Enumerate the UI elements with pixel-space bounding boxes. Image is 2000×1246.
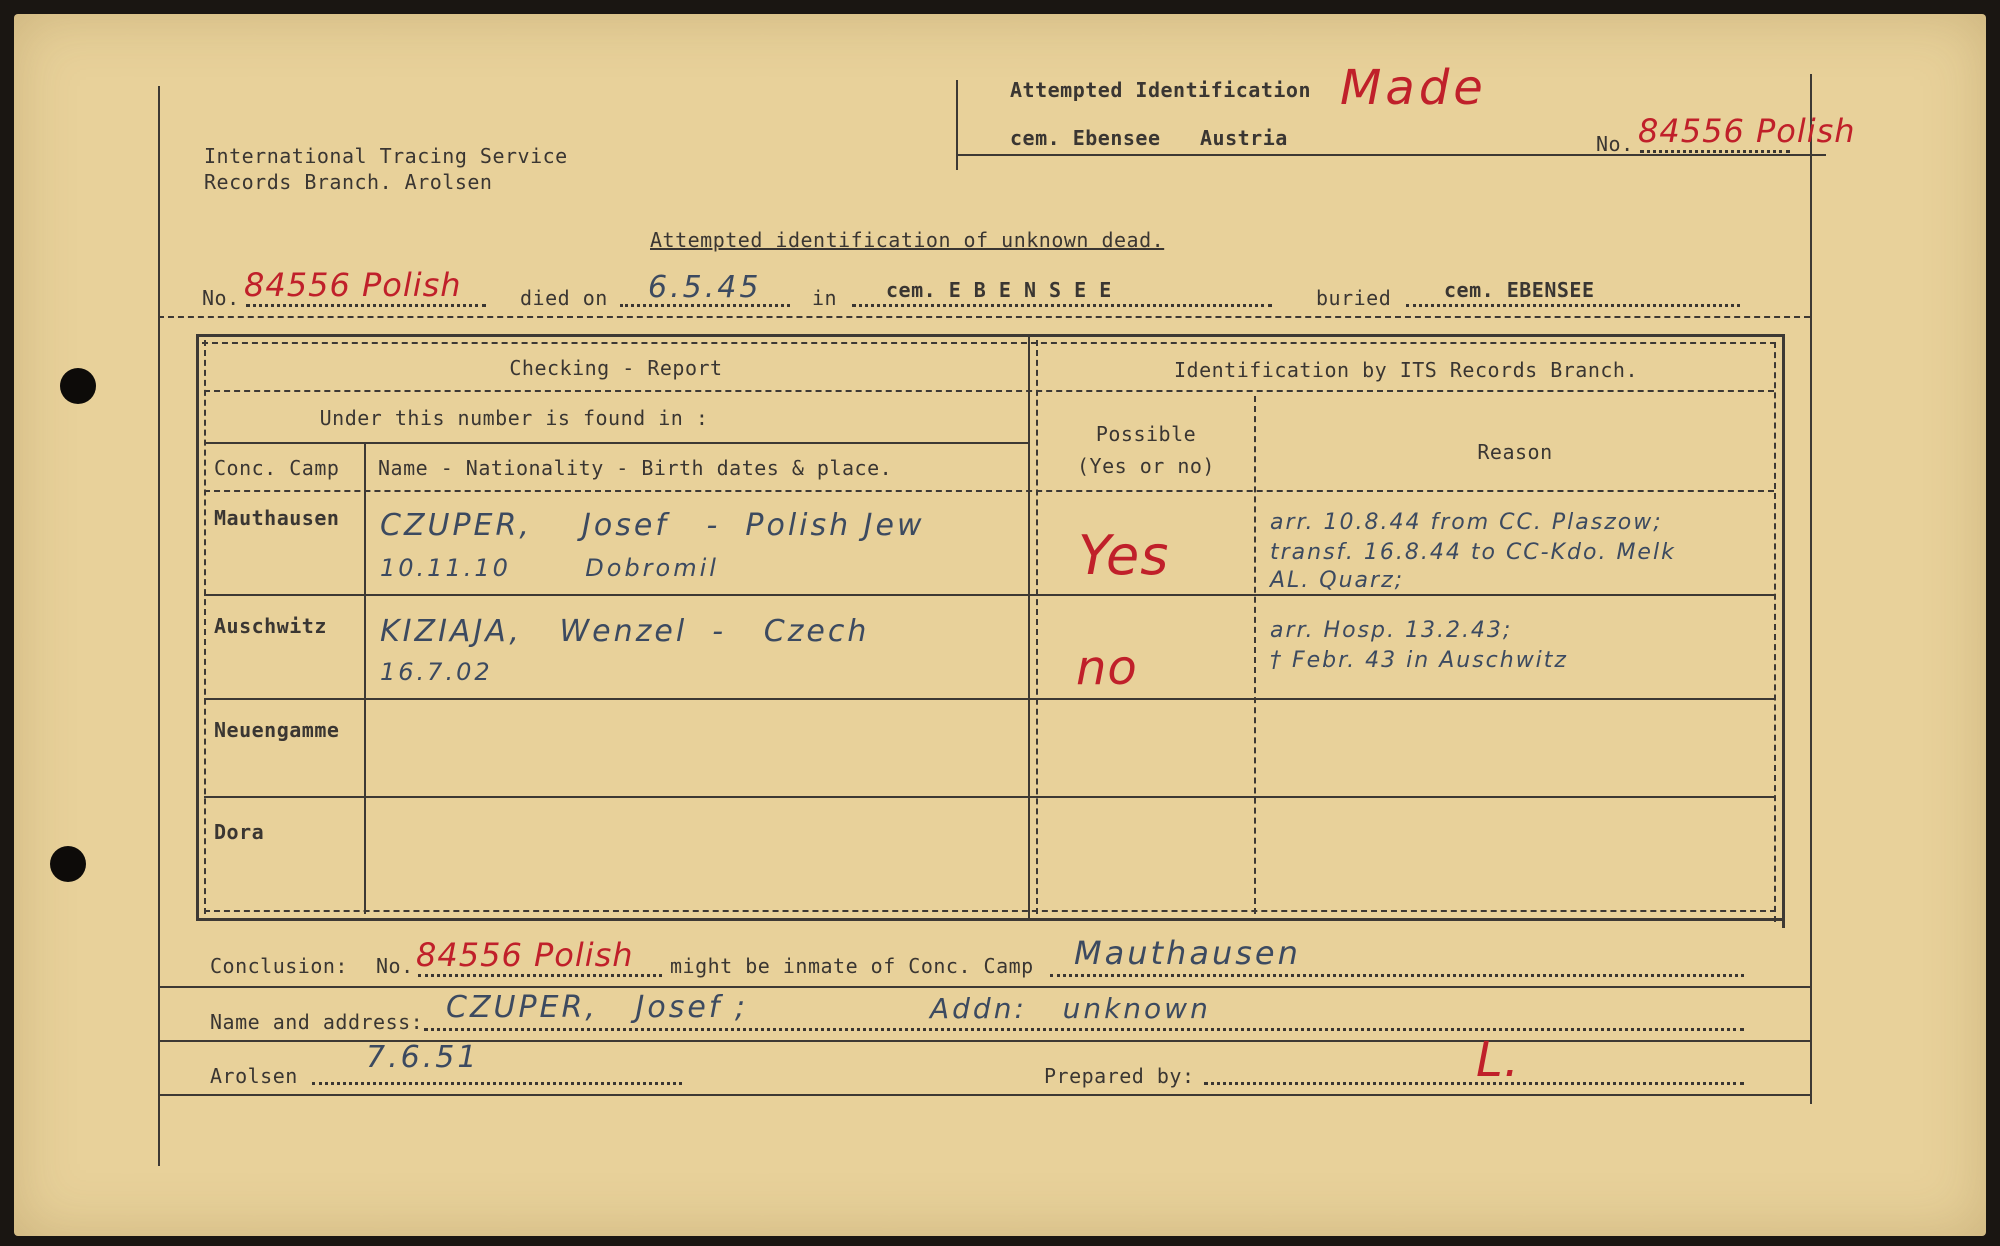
row-1-name: CZUPER, Josef - Polish Jew [380,508,925,543]
footer-divider [158,1094,1812,1096]
row-divider-3 [204,796,1774,798]
conclusion-divider-1 [158,986,1810,988]
found-in-divider [204,442,1028,444]
row-2-reason-1: arr. Hosp. 13.2.43; [1270,618,1513,643]
camp-dots [1050,974,1744,977]
record-divider [158,316,1810,318]
row-divider-1 [204,594,1774,596]
attempted-label: Attempted Identification [1010,78,1311,102]
header-no-label: No. [1596,132,1634,156]
header-box-bottom [956,154,1826,156]
record-no-label: No. [202,286,240,310]
right-margin-line [1810,74,1812,1104]
cem-label: cem. Ebensee [1010,126,1161,150]
possible-heading-1: Possible [1095,422,1197,446]
place-label: Arolsen [210,1064,298,1088]
row-2-camp: Auschwitz [214,614,327,638]
header-no-value: 84556 Polish [1638,112,1856,150]
record-no-value: 84556 Polish [244,266,462,304]
buried-dots [1406,304,1740,307]
col-divider-main [1028,336,1030,918]
date-dots [312,1082,682,1085]
form-title: Attempted identification of unknown dead. [650,228,1165,252]
row-1-reason-1: arr. 10.8.44 from CC. Plaszow; [1270,510,1663,535]
name-address-label: Name and address: [210,1010,424,1034]
row-2-possible: no [1076,640,1138,696]
table-bottom [196,918,1784,921]
column-head-divider [204,490,1774,492]
in-value: cem. E B E N S E E [886,278,1112,302]
conclusion-camp-value: Mauthausen [1074,934,1301,972]
header-row-divider [204,390,1774,392]
row-1-reason-2: transf. 16.8.44 to CC-Kdo. Melk [1270,540,1676,565]
identification-heading: Identification by ITS Records Branch. [1173,358,1639,382]
in-label: in [812,286,838,310]
country-label: Austria [1200,126,1288,150]
table-top-inner [202,342,1776,344]
in-dots [852,304,1272,307]
row-4-camp: Dora [214,820,265,844]
org-line-1: International Tracing Service [204,144,568,168]
table-right [1782,334,1785,928]
died-label: died on [520,286,608,310]
found-in-heading: Under this number is found in : [319,406,709,430]
might-be-label: might be inmate of Conc. Camp [670,954,1034,978]
conclusion-no-dots [418,974,662,977]
row-2-name: KIZIAJA, Wenzel - Czech [380,614,870,649]
addn-value: Addn: unknown [930,992,1211,1025]
conclusion-no-label: No. [376,954,414,978]
buried-label: buried [1316,286,1392,310]
reason-heading: Reason [1477,440,1553,464]
row-1-birth: 10.11.10 Dobromil [380,554,719,582]
row-1-possible: Yes [1078,524,1170,587]
name-address-value: CZUPER, Josef ; [446,990,748,1025]
punch-hole-bottom [50,846,86,882]
possible-heading-2: (Yes or no) [1077,454,1215,478]
row-3-camp: Neuengamme [214,718,340,742]
prepared-dots [1204,1082,1744,1085]
prepared-label: Prepared by: [1044,1064,1195,1088]
table-left [196,334,199,920]
died-value: 6.5.45 [648,270,762,305]
left-margin-line [158,86,160,1166]
camp-column-heading: Conc. Camp [214,456,340,480]
table-top [196,334,1784,337]
row-2-reason-2: † Febr. 43 in Auschwitz [1270,648,1568,673]
name-column-heading: Name - Nationality - Birth dates & place. [378,456,893,480]
buried-value: cem. EBENSEE [1444,278,1595,302]
header-no-dots [1640,150,1790,153]
name-address-dots [424,1028,1744,1031]
conclusion-label: Conclusion: [210,954,348,978]
row-2-birth: 16.7.02 [380,658,493,686]
row-1-camp: Mauthausen [214,506,340,530]
attempted-value: Made [1340,60,1487,116]
table-bottom-inner [204,910,1776,912]
col-divider-camp [364,444,366,914]
date-value: 7.6.51 [366,1040,480,1075]
record-card [14,14,1986,1236]
table-right-inner [1774,342,1776,922]
header-box-left [956,80,958,170]
org-line-2: Records Branch. Arolsen [204,170,493,194]
punch-hole-top [60,368,96,404]
checking-report-heading: Checking - Report [509,356,723,380]
row-1-reason-3: AL. Quarz; [1270,568,1405,593]
prepared-initial: L. [1476,1032,1520,1088]
row-divider-2 [204,698,1774,700]
record-no-dots [246,304,486,307]
col-divider-reason [1254,396,1256,914]
conclusion-no-value: 84556 Polish [416,936,634,974]
